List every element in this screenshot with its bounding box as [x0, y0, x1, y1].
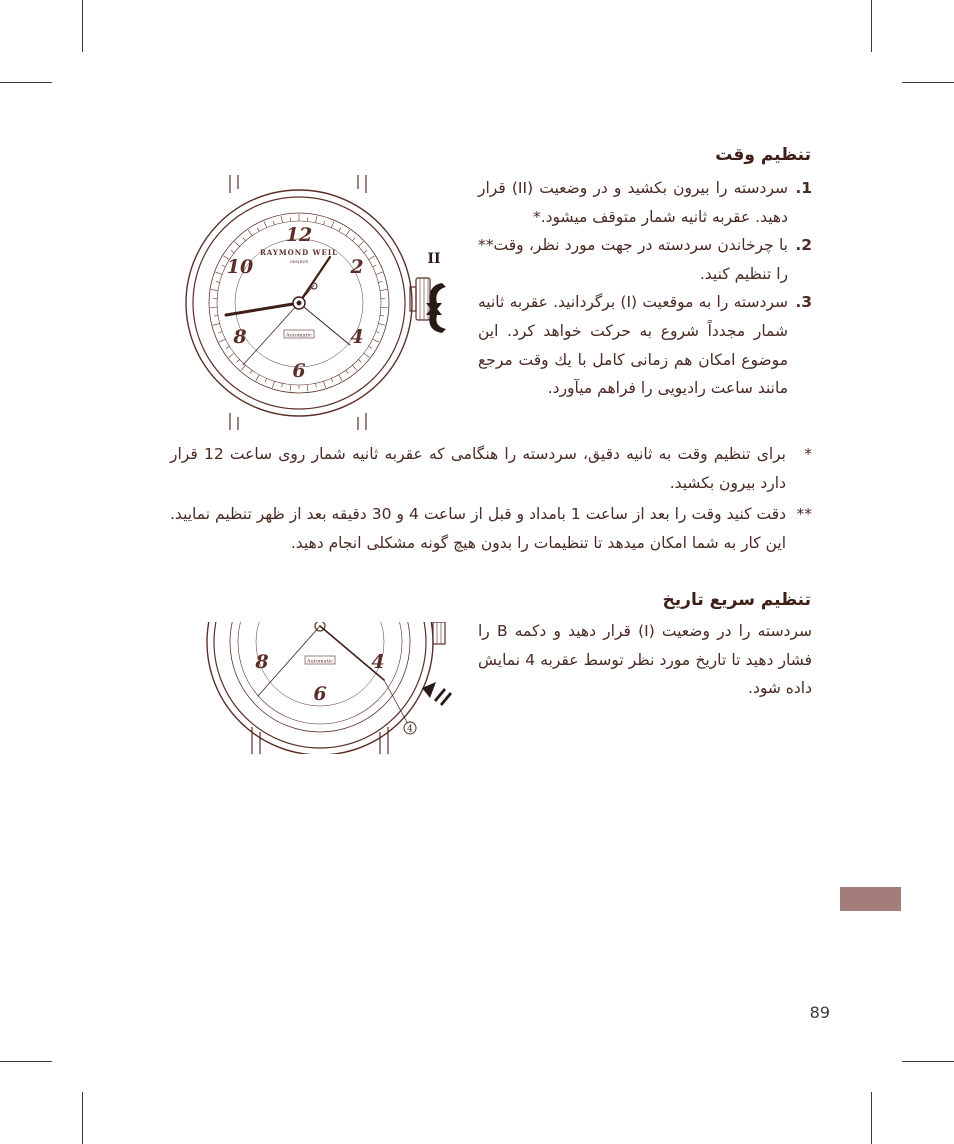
dial-tick	[339, 375, 342, 381]
dial-tick	[218, 331, 222, 332]
crop-mark-bottom-right-vertical	[871, 1092, 872, 1144]
footnote-mark: *	[804, 445, 812, 463]
dial-tick	[256, 375, 259, 381]
dial-tick	[226, 346, 229, 348]
dial-tick	[316, 216, 317, 223]
step-1	[478, 174, 812, 231]
section-title-quick-date: تنظیم سریع تاریخ	[662, 590, 811, 610]
numeral-12: 12	[285, 224, 313, 246]
crop-mark-top-left-horizontal	[0, 82, 52, 83]
dial-tick	[241, 365, 246, 370]
dial-tick	[364, 250, 367, 252]
dial-tick	[213, 324, 220, 326]
dial-tick	[324, 381, 326, 388]
step-number: .2	[795, 236, 812, 255]
dial-tick	[352, 238, 355, 241]
automatic-window-label: Automatic	[307, 658, 333, 665]
step-number: .1	[795, 179, 812, 197]
dial-tick	[222, 265, 226, 267]
dial-tick	[237, 359, 240, 362]
dial-tick	[324, 221, 325, 225]
step-3	[478, 288, 812, 402]
dial-tick	[380, 290, 387, 291]
dial-tick	[214, 315, 218, 316]
dial-tick	[234, 242, 239, 247]
dial-tick	[358, 242, 363, 247]
numeral-2: 2	[350, 256, 364, 278]
dial-tick	[290, 385, 291, 392]
numeral-4: 4	[350, 326, 364, 348]
crop-mark-top-left-vertical	[82, 0, 83, 52]
dial-tick	[231, 250, 234, 252]
step-text: سردسته را به موقعیت (I) برگردانید. عقربه ثانیه شمار مجدداً شروع به حرکت خواهد کرد. این موضوع امکان هم زمانی کامل با يك وقت مرجع مانند ساعت رادیویی را فراهم میآورد.	[478, 293, 788, 398]
page-number: 89	[809, 1003, 830, 1022]
dial-tick	[316, 383, 317, 387]
brand-name: RAYMOND WEIL	[259, 248, 339, 257]
dial-tick	[331, 221, 334, 227]
dial-tick	[373, 265, 377, 267]
footnote-text: دقت کنید وقت را بعد از ساعت 1 بامداد و قبل از ساعت 4 و 30 دقیقه بعد از ظهر تنظیم نمایید. این کار به شما امکان میدهد تا تنظیمات را بدون هیچ گونه مشکلی انجام دهید.	[170, 505, 787, 552]
step-text: سردسته را بیرون بکشید و در وضعیت (II) قرار دهید. عقربه ثانیه شمار متوقف میشود.*	[478, 179, 788, 226]
dial-tick	[273, 221, 274, 225]
dial-tick	[219, 339, 225, 342]
dial-tick	[373, 339, 379, 342]
numeral-6: 6	[313, 683, 327, 705]
dial-tick	[248, 230, 252, 236]
dial-tick	[369, 346, 372, 348]
step-number: .3	[795, 293, 812, 312]
crown-position-label: II	[427, 251, 441, 267]
automatic-window-label: Automatic	[286, 332, 312, 339]
numeral-4: 4	[371, 651, 385, 673]
time-setting-steps	[478, 174, 812, 403]
dial-tick	[376, 272, 383, 274]
dial-tick	[346, 370, 348, 373]
dial-tick	[265, 378, 267, 382]
crop-mark-bottom-left-horizontal	[0, 1061, 52, 1062]
watch-illustration-date-setting	[200, 622, 460, 754]
dial-tick	[272, 381, 274, 388]
dial-tick	[339, 228, 341, 231]
section-tab-marker	[840, 887, 901, 911]
step-2	[478, 231, 812, 288]
crop-mark-top-right-vertical	[871, 0, 872, 52]
dial-tick	[229, 353, 235, 357]
dial-tick	[257, 228, 259, 231]
footnote-mark: **	[796, 505, 812, 524]
dial-tick	[358, 359, 361, 362]
dial-tick	[211, 290, 218, 291]
numeral-8: 8	[255, 651, 269, 673]
dial-tick	[243, 238, 246, 241]
callout-number: 4	[407, 724, 413, 735]
dial-tick	[364, 353, 370, 357]
dial-tick	[376, 331, 380, 332]
numeral-10: 10	[226, 256, 254, 278]
footnotes	[170, 440, 812, 557]
footnote-single	[170, 440, 812, 497]
brand-sub: GENEVE	[289, 259, 309, 264]
dial-tick	[378, 324, 385, 326]
crop-mark-bottom-right-horizontal	[902, 1061, 954, 1062]
dial-tick	[352, 365, 357, 370]
dial-tick	[264, 221, 267, 227]
dial-tick	[281, 216, 282, 223]
dial-tick	[250, 370, 252, 373]
dial-tick	[331, 378, 333, 382]
footnote-double	[170, 500, 812, 557]
section-title-time-setting: تنظیم وقت	[715, 145, 811, 165]
numeral-8: 8	[233, 326, 247, 348]
dial-tick	[369, 256, 375, 260]
dial-tick	[216, 272, 223, 274]
footnote-text: برای تنظیم وقت به ثانیه دقیق، سردسته را هنگامی که عقربه ثانیه شمار روی ساعت 12 قرار دارد بیرون بکشید.	[170, 445, 787, 492]
watch-illustration-time-setting	[180, 175, 460, 430]
step-text: با چرخاندن سردسته در جهت مورد نظر، وقت** را تنظیم کنید.	[478, 236, 788, 283]
dial-tick	[380, 315, 384, 316]
dial-tick	[307, 385, 308, 392]
dial-tick	[282, 383, 283, 387]
numeral-6: 6	[292, 360, 306, 382]
quick-date-text: سردسته را در وضعیت (I) قرار دهید و دکمه B را فشار دهید تا تاریخ مورد نظر توسط عقربه 4 نمایش داده شود.	[478, 622, 812, 698]
crop-mark-top-right-horizontal	[902, 82, 954, 83]
dial-tick	[378, 281, 382, 282]
dial-tick	[216, 281, 220, 282]
dial-tick	[346, 230, 350, 236]
crop-mark-bottom-left-vertical	[82, 1092, 83, 1144]
